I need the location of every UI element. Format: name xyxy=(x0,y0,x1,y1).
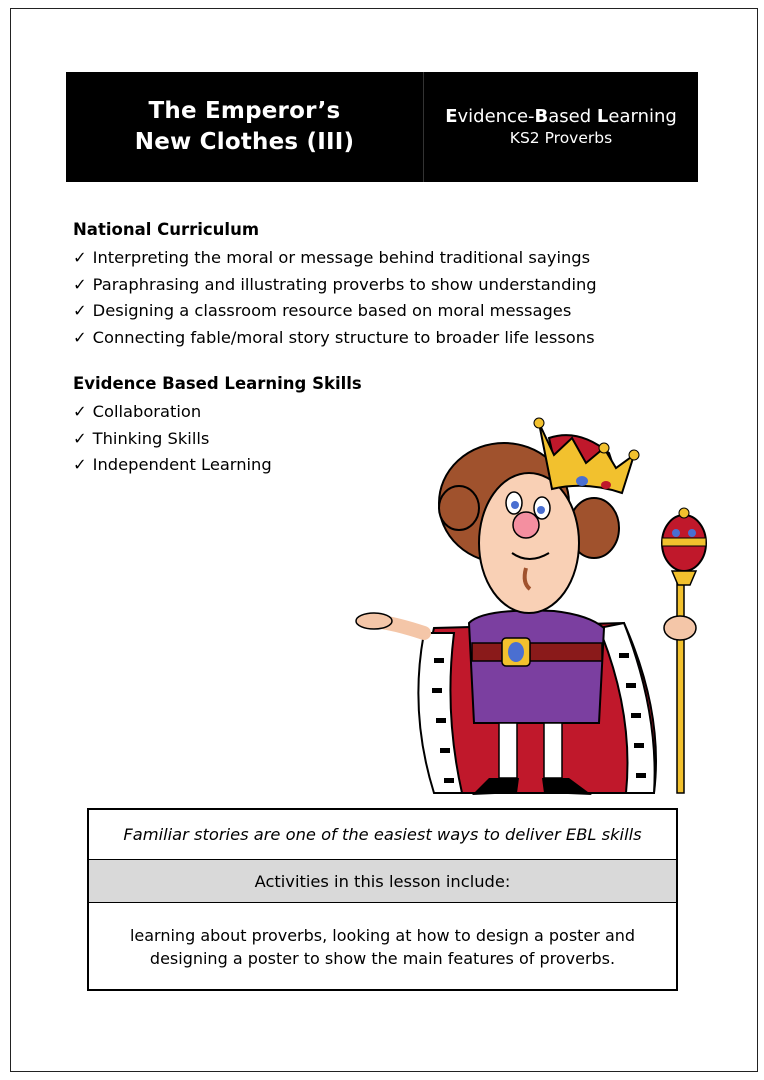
list-item xyxy=(73,298,597,325)
title-line-2: New Clothes (III) xyxy=(134,129,355,155)
ebl-skills-list xyxy=(73,399,362,479)
ebl-skills-section xyxy=(73,372,362,479)
title-block xyxy=(66,72,424,182)
brand-word-evidence: vidence- xyxy=(457,106,535,127)
list-item-text: Paraphrasing and illustrating proverbs to show understanding xyxy=(92,274,597,294)
check-icon: ✓ xyxy=(73,327,87,347)
king-illustration xyxy=(354,393,714,808)
check-icon: ✓ xyxy=(73,301,87,320)
list-item xyxy=(73,245,597,272)
info-tagline: Familiar stories are one of the easiest ways to deliver EBL skills xyxy=(89,810,676,860)
list-item-text: Independent Learning xyxy=(92,455,272,474)
header-banner xyxy=(66,72,698,182)
list-item xyxy=(73,325,597,352)
activities-text: learning about proverbs, looking at how to design a poster and designing a poster to show the main features of proverbs. xyxy=(129,926,636,968)
check-icon: ✓ xyxy=(73,248,87,267)
list-item xyxy=(73,426,362,453)
list-item-text: Thinking Skills xyxy=(92,428,210,448)
list-item-text: Connecting fable/moral story structure to broader life lessons xyxy=(92,327,595,347)
check-icon: ✓ xyxy=(73,428,87,448)
list-item xyxy=(73,452,362,479)
list-item-text: Interpreting the moral or message behind traditional sayings xyxy=(92,248,591,267)
list-item xyxy=(73,399,362,426)
ebl-skills-heading: Evidence Based Learning Skills xyxy=(73,374,362,393)
info-box xyxy=(87,808,678,991)
brand-block xyxy=(424,72,698,182)
list-item-text: Designing a classroom resource based on moral messages xyxy=(92,301,572,320)
activities-heading: Activities in this lesson include: xyxy=(89,860,676,903)
list-item-text: Collaboration xyxy=(92,402,202,421)
brand-word-learning: earning xyxy=(608,106,677,127)
page-title xyxy=(135,96,354,158)
brand-initial-e: E xyxy=(445,106,458,127)
brand-word-based: ased xyxy=(548,106,597,127)
national-curriculum-heading: National Curriculum xyxy=(73,220,260,239)
subtitle: KS2 Proverbs xyxy=(509,129,613,147)
brand-name xyxy=(424,106,698,128)
brand-initial-b: B xyxy=(534,106,549,127)
title-line-1: The Emperor’s xyxy=(148,98,341,124)
check-icon: ✓ xyxy=(73,274,87,294)
national-curriculum-list xyxy=(73,245,597,351)
brand-initial-l: L xyxy=(596,106,609,127)
national-curriculum-section xyxy=(73,218,597,351)
check-icon: ✓ xyxy=(73,455,87,474)
list-item xyxy=(73,272,597,299)
check-icon: ✓ xyxy=(73,402,87,421)
